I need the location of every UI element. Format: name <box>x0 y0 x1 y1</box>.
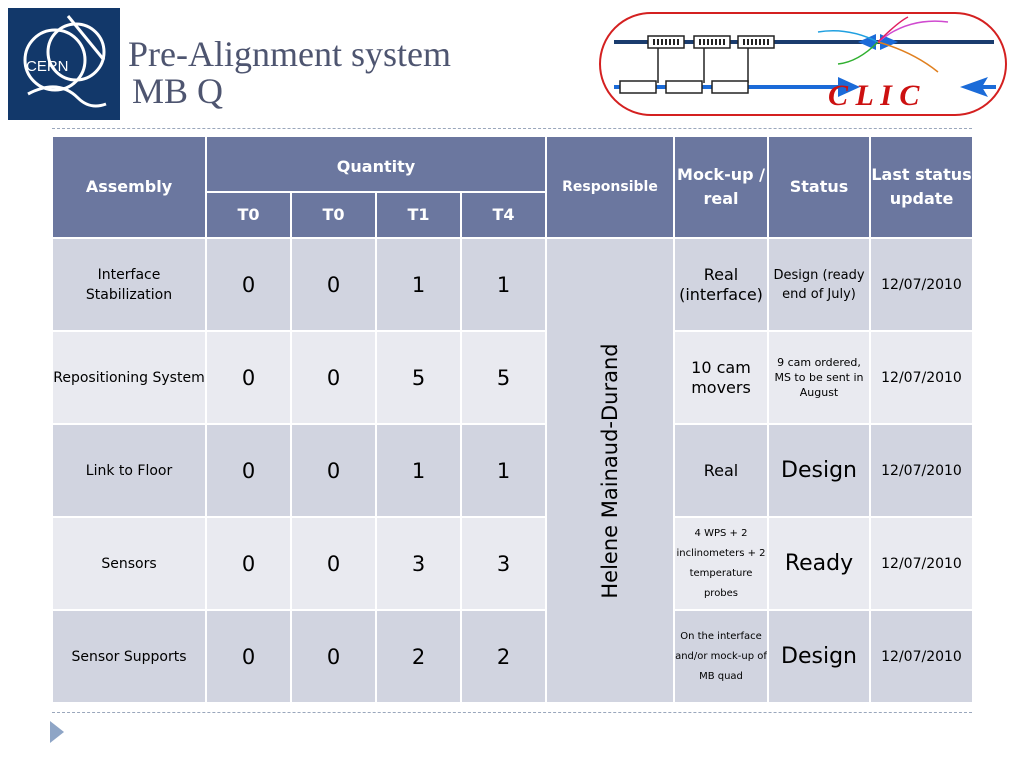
header-mockup-real: Mock-up / real <box>675 137 767 237</box>
header-last-status-update: Last status update <box>871 137 972 237</box>
quantity-cell: 5 <box>462 332 545 423</box>
assembly-cell: Repositioning System <box>53 332 205 423</box>
quantity-cell: 3 <box>377 518 460 609</box>
quantity-cell: 0 <box>207 239 290 330</box>
header-status: Status <box>769 137 869 237</box>
title-line-2: MB Q <box>132 71 224 111</box>
date-cell: 12/07/2010 <box>871 332 972 423</box>
quantity-cell: 1 <box>377 239 460 330</box>
quantity-cell: 0 <box>207 332 290 423</box>
title-line-1: Pre-Alignment system <box>128 34 451 74</box>
quantity-cell: 0 <box>292 239 375 330</box>
status-cell: Design <box>769 611 869 702</box>
date-cell: 12/07/2010 <box>871 518 972 609</box>
quantity-cell: 0 <box>292 611 375 702</box>
clic-logo-text: C L I C <box>828 79 920 112</box>
next-slide-arrow-icon <box>50 721 64 743</box>
quantity-cell: 0 <box>207 518 290 609</box>
quantity-cell: 5 <box>377 332 460 423</box>
quantity-cell: 1 <box>462 239 545 330</box>
cern-logo-text: CERN <box>26 58 69 75</box>
mockup-real-cell: Real <box>675 425 767 516</box>
quantity-cell: 2 <box>377 611 460 702</box>
responsible-cell <box>547 239 673 702</box>
date-cell: 12/07/2010 <box>871 239 972 330</box>
header-quantity-t0-b: T0 <box>292 193 375 237</box>
cern-logo <box>8 8 120 120</box>
pre-alignment-table <box>51 135 974 704</box>
quantity-cell: 0 <box>292 332 375 423</box>
quantity-cell: 0 <box>292 518 375 609</box>
bottom-divider <box>52 712 972 713</box>
table-row <box>53 332 972 423</box>
quantity-cell: 3 <box>462 518 545 609</box>
table-row <box>53 611 972 702</box>
quantity-cell: 0 <box>207 425 290 516</box>
assembly-cell: Sensor Supports <box>53 611 205 702</box>
header-quantity-t1: T1 <box>377 193 460 237</box>
mockup-real-cell: Real (interface) <box>675 239 767 330</box>
date-cell: 12/07/2010 <box>871 425 972 516</box>
header-quantity-t4: T4 <box>462 193 545 237</box>
mockup-real-cell: On the interface and/or mock-up of MB quad <box>675 611 767 702</box>
mockup-real-cell: 10 cam movers <box>675 332 767 423</box>
slide-title <box>128 36 451 110</box>
header-quantity-t0-a: T0 <box>207 193 290 237</box>
quantity-cell: 0 <box>207 611 290 702</box>
status-cell: Design (ready end of July) <box>769 239 869 330</box>
header-assembly: Assembly <box>53 137 205 237</box>
status-cell: 9 cam ordered, MS to be sent in August <box>769 332 869 423</box>
responsible-name: Helene Mainaud-Durand <box>598 342 622 599</box>
top-divider <box>52 128 972 129</box>
status-cell: Design <box>769 425 869 516</box>
quantity-cell: 1 <box>377 425 460 516</box>
assembly-cell: Link to Floor <box>53 425 205 516</box>
mockup-real-cell: 4 WPS + 2 inclinometers + 2 temperature probes <box>675 518 767 609</box>
assembly-cell: Sensors <box>53 518 205 609</box>
quantity-cell: 1 <box>462 425 545 516</box>
quantity-cell: 2 <box>462 611 545 702</box>
table-row <box>53 425 972 516</box>
header-responsible: Responsible <box>547 137 673 237</box>
header-quantity: Quantity <box>207 137 545 191</box>
table-row <box>53 239 972 330</box>
assembly-cell: Interface Stabilization <box>53 239 205 330</box>
clic-logo <box>598 11 1010 124</box>
date-cell: 12/07/2010 <box>871 611 972 702</box>
table-row <box>53 518 972 609</box>
quantity-cell: 0 <box>292 425 375 516</box>
status-cell: Ready <box>769 518 869 609</box>
